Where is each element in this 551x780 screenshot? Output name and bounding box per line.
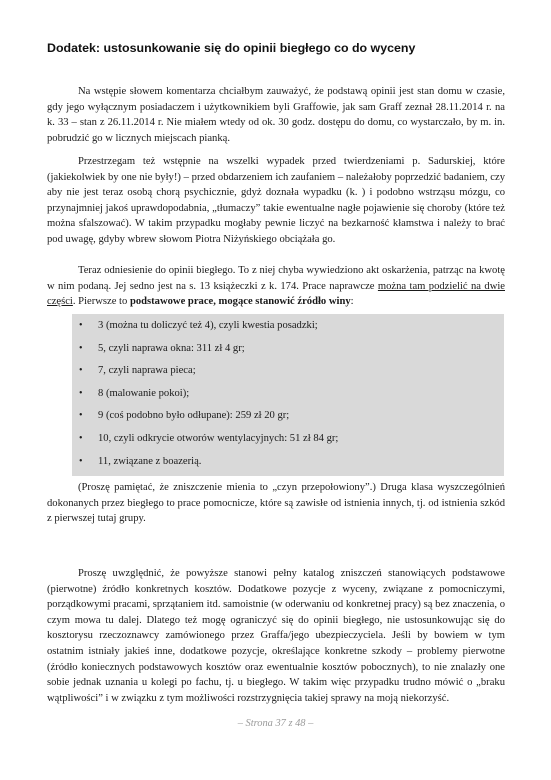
list-item-text: 8 (malowanie pokoi); [98,387,190,399]
list-item [72,406,504,426]
bold-phrase: podstawowe prace, mogące stanowić źródło winy [129,296,351,308]
list-item-text: 3 (można tu doliczyć też 4), czyli kwestia posadzki; [98,320,318,331]
paragraph-warning: Przestrzegam też wstępnie na wszelki wypadek przed twierdzeniami p. Sadurskiej, które (jakiekolwiek by one nie były!) – przed obdarzeniem ich zaufaniem – należałoby poprzedzić badaniem, czy aby nie jest teraz osobą chorą psychicznie, gdyż doznała wypadku (k. ) i podobno wstrząsu mózgu, co przynajmniej jakoś uprawdopodabnia, „tłumaczy” takie ewentualne nagłe pojawienie się choroby (które też można sfalszować). W takim przypadku mogłaby pewnie liczyć na bezkarność kłamstwa i należy to brać pod uwagę, gdyby wbrew słowom Piotra Niżyńskiego obciążała go. [47,156,505,245]
paragraph-opinion-text-b: . Pierwsze to [72,296,130,308]
paragraph-opinion-text-c: : [350,296,354,308]
list-item-text: 10, czyli odkrycie otworów wentylacyjnych: 51 zł 84 gr; [98,433,339,444]
list-item [72,361,504,381]
bullet-icon: • [79,342,83,354]
bullet-icon: • [79,320,83,331]
paragraph-second-class: (Proszę pamiętać, że zniszczenie mienia to „czyn przepołowiony”.) Druga klasa wyszczególnień dokonanych przez biegłego to prace pomocnicze, które są zawisłe od istnienia innych, tj. od istnienia szkód z pierwszej tutaj grupy. [47,482,505,525]
underlined-phrase: można tam podzielić na dwie części [47,280,505,308]
list-item-text: 11, związane z boazerią. [98,455,202,467]
list-item-text: 9 (coś podobno było odłupane): 259 zł 20 gr; [98,410,290,422]
work-items-list [72,314,504,476]
paragraph-opinion-text-a: Teraz odniesienie do opinii biegłego. To z niej chyba wywiedziono akt oskarżenia, patrząc na kwotę w nim podaną. Jej sedno jest na s. 13 książeczki z k. 174. Prace naprawcze [47,265,505,292]
list-item [72,316,504,336]
list-item-text: 7, czyli naprawa pieca; [98,365,196,377]
list-item [72,452,504,472]
page-number-footer: – Strona 37 z 48 – [237,718,314,729]
section-heading: Dodatek: ustosunkowanie się do opinii biegłego co do wyceny [47,41,416,55]
paragraph-opinion [47,263,505,310]
list-item [72,339,504,359]
list-item-text: 5, czyli naprawa okna: 311 zł 4 gr; [98,342,245,354]
bullet-icon: • [79,433,83,444]
list-item [72,429,504,449]
bullet-icon: • [79,410,83,422]
list-item [72,384,504,404]
paragraph-catalog: Proszę uwzględnić, że powyższe stanowi pełny katalog zniszczeń stanowiących podstawowe (pierwotne) źródło konkretnych kosztów. Dodatkowe pozycje z wyceny, związane z pomocniczymi, porządkowymi pracami, sprzątaniem itd. samoistnie (w oderwaniu od konkretnej pracy) są bez znaczenia, o czym mowa tu dalej. Dlatego też mogę ograniczyć się do opinii biegłego, nie ustosunkowując się do kosztorysu rzeczoznawcy zamówionego przez Graffa/jego ubezpieczyciela. Jeśli by bowiem w tym ostatnim istniały jakieś inne, dodatkowe pozycje, określające konkretne szkody – problemy pierwotne (źródło koniecznych podstawowych kosztów oraz ewentualnie kosztów pobocznych), to nie znalazły one sobie jednak uznania u kolegi po fachu, tj. u biegłego. W takim więc przypadku trudno mówić o „braku wątpliwości” i w związku z tym możliwości rozstrzygnięcia takiej sprawy na moją niekorzyść. [47,568,505,704]
bullet-icon: • [79,455,83,467]
bullet-icon: • [79,365,83,377]
bullet-icon: • [79,387,83,399]
paragraph-intro: Na wstępie słowem komentarza chciałbym zauważyć, że podstawą opinii jest stan domu w czasie, gdy jego wyłącznym posiadaczem i użytkownikiem byli Graffowie, jak sam Graff zeznał 28.11.2014 r. na k. 33 – stan z 26.11.2014 r. Nie miałem wtedy od ok. 30 godz. dostępu do domu, co wystarczało, by m. in. pobrudzić go w licznych miejscach pianką. [47,86,505,144]
